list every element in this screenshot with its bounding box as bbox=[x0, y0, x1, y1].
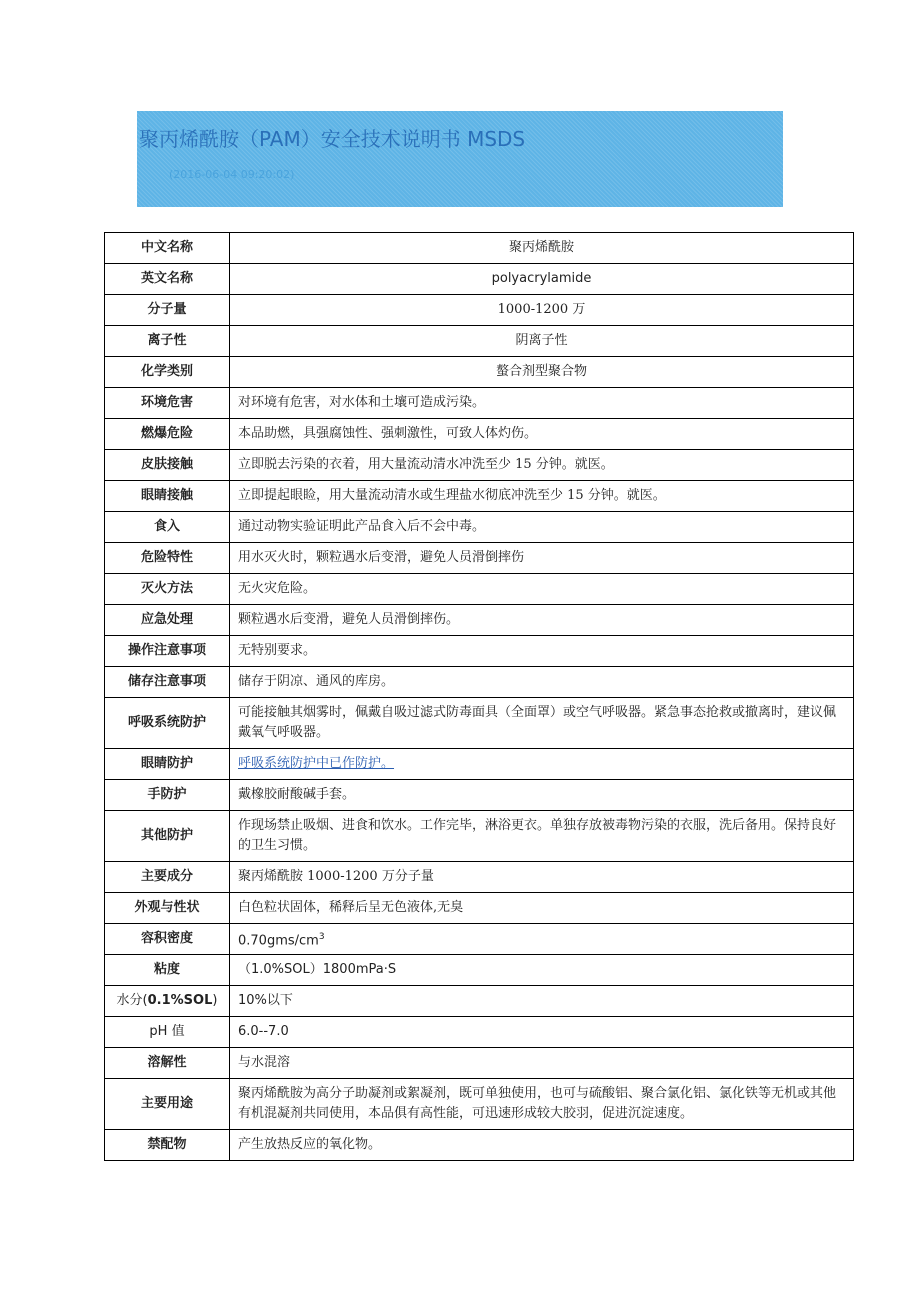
table-row bbox=[105, 955, 854, 986]
row-value: 本品助燃，具强腐蚀性、强刺激性，可致人体灼伤。 bbox=[230, 419, 854, 450]
row-label: pH 值 bbox=[105, 1017, 230, 1048]
table-row bbox=[105, 749, 854, 780]
row-label: 禁配物 bbox=[105, 1130, 230, 1161]
table-row bbox=[105, 419, 854, 450]
row-value: 储存于阴凉、通风的库房。 bbox=[230, 667, 854, 698]
table-row bbox=[105, 295, 854, 326]
row-label: 中文名称 bbox=[105, 233, 230, 264]
row-value: 无特别要求。 bbox=[230, 636, 854, 667]
table-row bbox=[105, 667, 854, 698]
row-label: 食入 bbox=[105, 512, 230, 543]
row-value: 立即提起眼睑，用大量流动清水或生理盐水彻底冲洗至少 15 分钟。就医。 bbox=[230, 481, 854, 512]
row-value: 聚丙烯酰胺 1000-1200 万分子量 bbox=[230, 862, 854, 893]
publish-date: (2016-06-04 09:20:02) bbox=[169, 168, 295, 181]
density-value: 0.70gms/cm bbox=[238, 933, 319, 949]
row-label: 眼睛防护 bbox=[105, 749, 230, 780]
row-value: （1.0%SOL）1800mPa·S bbox=[230, 955, 854, 986]
table-row bbox=[105, 450, 854, 481]
table-row bbox=[105, 1079, 854, 1130]
table-row bbox=[105, 893, 854, 924]
table-row bbox=[105, 1130, 854, 1161]
row-value: 对环境有危害，对水体和土壤可造成污染。 bbox=[230, 388, 854, 419]
table-row bbox=[105, 1017, 854, 1048]
row-label: 化学类别 bbox=[105, 357, 230, 388]
row-value: 螯合剂型聚合物 bbox=[230, 357, 854, 388]
table-row bbox=[105, 1048, 854, 1079]
row-label: 皮肤接触 bbox=[105, 450, 230, 481]
table-row bbox=[105, 326, 854, 357]
row-label: 灭火方法 bbox=[105, 574, 230, 605]
row-label: 储存注意事项 bbox=[105, 667, 230, 698]
row-label: 分子量 bbox=[105, 295, 230, 326]
superscript: 3 bbox=[318, 931, 325, 942]
row-value bbox=[230, 924, 854, 955]
label-suffix: ) bbox=[212, 993, 218, 1008]
row-label: 操作注意事项 bbox=[105, 636, 230, 667]
row-value: 与水混溶 bbox=[230, 1048, 854, 1079]
row-value: 用水灭火时，颗粒遇水后变滑，避免人员滑倒摔伤 bbox=[230, 543, 854, 574]
row-label: 英文名称 bbox=[105, 264, 230, 295]
table-row bbox=[105, 388, 854, 419]
row-value: 立即脱去污染的衣着，用大量流动清水冲洗至少 15 分钟。就医。 bbox=[230, 450, 854, 481]
row-label: 危险特性 bbox=[105, 543, 230, 574]
label-prefix: 水分( bbox=[116, 993, 148, 1008]
row-value: 无火灾危险。 bbox=[230, 574, 854, 605]
row-label bbox=[105, 986, 230, 1017]
row-value: polyacrylamide bbox=[230, 264, 854, 295]
row-label: 主要成分 bbox=[105, 862, 230, 893]
row-value: 1000-1200 万 bbox=[230, 295, 854, 326]
row-label: 手防护 bbox=[105, 780, 230, 811]
row-label: 眼睛接触 bbox=[105, 481, 230, 512]
table-row bbox=[105, 986, 854, 1017]
row-value: 10%以下 bbox=[230, 986, 854, 1017]
table-row bbox=[105, 357, 854, 388]
row-value bbox=[230, 749, 854, 780]
row-value: 作现场禁止吸烟、进食和饮水。工作完毕，淋浴更衣。单独存放被毒物污染的衣服，洗后备用。保持良好的卫生习惯。 bbox=[230, 811, 854, 862]
row-label: 燃爆危险 bbox=[105, 419, 230, 450]
table-row bbox=[105, 698, 854, 749]
label-bold: 0.1%SOL bbox=[147, 993, 213, 1008]
row-label: 其他防护 bbox=[105, 811, 230, 862]
row-label: 应急处理 bbox=[105, 605, 230, 636]
row-value: 可能接触其烟雾时，佩戴自吸过滤式防毒面具（全面罩）或空气呼吸器。紧急事态抢救或撤离时，建议佩戴氧气呼吸器。 bbox=[230, 698, 854, 749]
table-row bbox=[105, 605, 854, 636]
table-row bbox=[105, 811, 854, 862]
row-value: 聚丙烯酰胺为高分子助凝剂或絮凝剂，既可单独使用，也可与硫酸铝、聚合氯化铝、氯化铁等无机或其他有机混凝剂共同使用，本品俱有高性能，可迅速形成较大胶羽，促进沉淀速度。 bbox=[230, 1079, 854, 1130]
table-row bbox=[105, 481, 854, 512]
row-value: 白色粒状固体，稀释后呈无色液体,无臭 bbox=[230, 893, 854, 924]
table-row bbox=[105, 264, 854, 295]
row-label: 呼吸系统防护 bbox=[105, 698, 230, 749]
row-label: 溶解性 bbox=[105, 1048, 230, 1079]
table-row bbox=[105, 233, 854, 264]
table-row bbox=[105, 636, 854, 667]
row-value: 聚丙烯酰胺 bbox=[230, 233, 854, 264]
table-row bbox=[105, 512, 854, 543]
eye-protection-link[interactable]: 呼吸系统防护中已作防护。 bbox=[238, 756, 395, 771]
document-title: 聚丙烯酰胺（PAM）安全技术说明书 MSDS bbox=[139, 127, 526, 151]
table-row bbox=[105, 543, 854, 574]
table-row bbox=[105, 924, 854, 955]
row-value: 6.0--7.0 bbox=[230, 1017, 854, 1048]
row-value: 颗粒遇水后变滑，避免人员滑倒摔伤。 bbox=[230, 605, 854, 636]
row-value: 阴离子性 bbox=[230, 326, 854, 357]
row-label: 容积密度 bbox=[105, 924, 230, 955]
row-value: 通过动物实验证明此产品食入后不会中毒。 bbox=[230, 512, 854, 543]
row-label: 主要用途 bbox=[105, 1079, 230, 1130]
table-row bbox=[105, 780, 854, 811]
row-value: 戴橡胶耐酸碱手套。 bbox=[230, 780, 854, 811]
row-label: 粘度 bbox=[105, 955, 230, 986]
row-label: 外观与性状 bbox=[105, 893, 230, 924]
row-value: 产生放热反应的氧化物。 bbox=[230, 1130, 854, 1161]
msds-table bbox=[104, 232, 854, 1161]
table-row bbox=[105, 574, 854, 605]
header-banner bbox=[137, 111, 783, 207]
row-label: 环境危害 bbox=[105, 388, 230, 419]
table-row bbox=[105, 862, 854, 893]
row-label: 离子性 bbox=[105, 326, 230, 357]
